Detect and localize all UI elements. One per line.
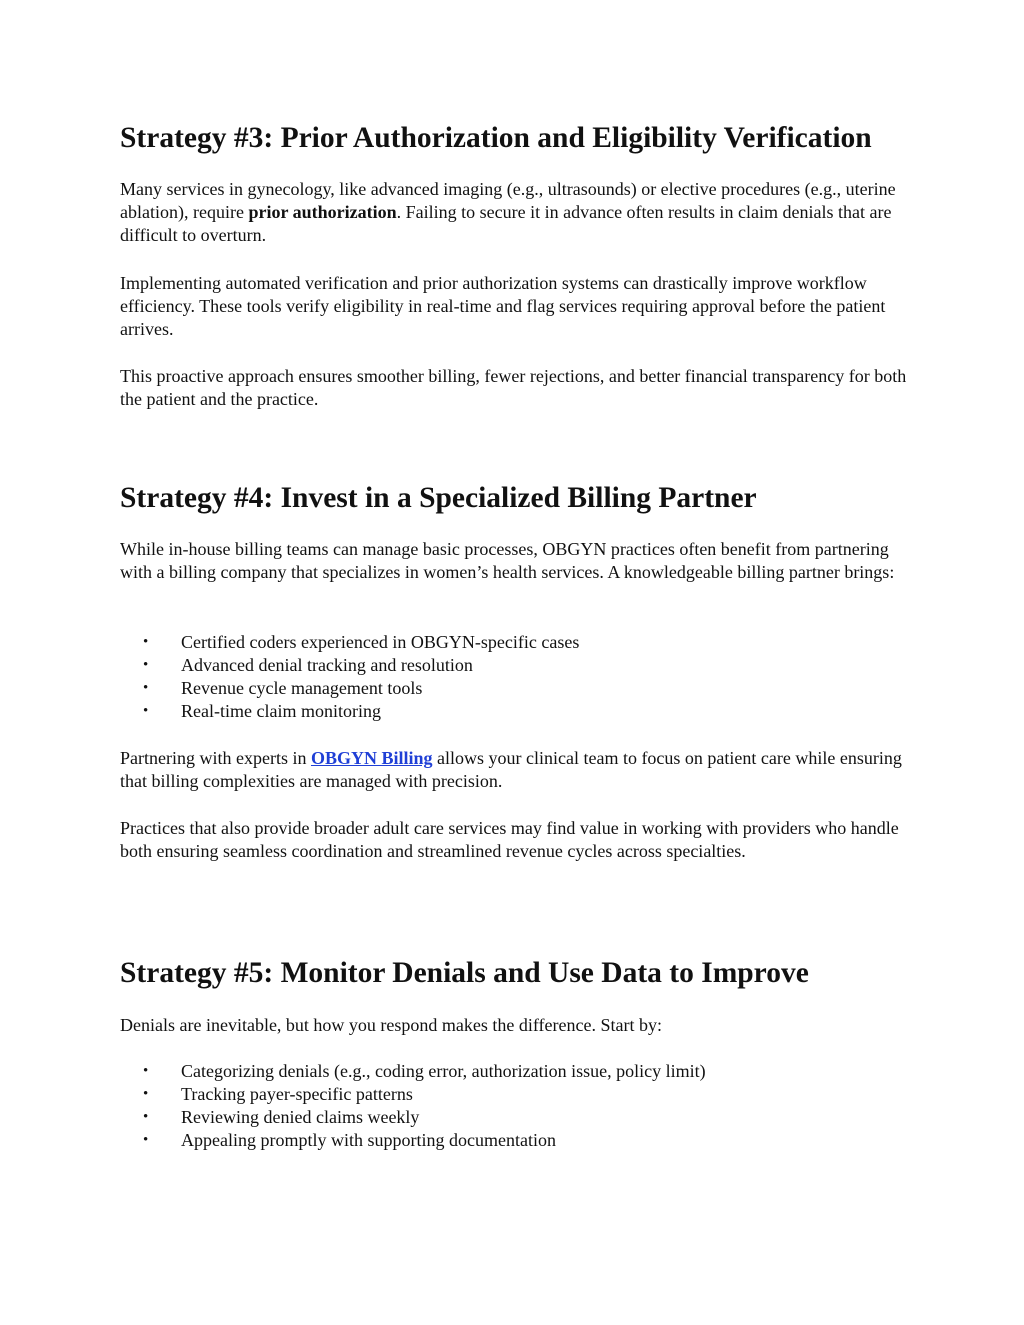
list-item xyxy=(120,700,910,723)
list-item xyxy=(120,1060,910,1083)
bullet-icon: • xyxy=(143,703,149,719)
list-item xyxy=(120,1129,910,1152)
section-4-paragraph-3: Practices that also provide broader adult care services may find value in working with providers who handle both ensuring seamless coordination and streamlined revenue cycles across specialties. xyxy=(120,818,899,861)
section-4-heading: Strategy #4: Invest in a Specialized Billing Partner xyxy=(120,482,757,514)
list-item xyxy=(120,654,910,677)
section-4-paragraph-2 xyxy=(120,747,910,793)
list-item-text: Certified coders experienced in OBGYN-specific cases xyxy=(181,632,580,652)
bullet-icon: • xyxy=(143,1086,149,1102)
section-3-paragraph-1-text-a: Many services in gynecology, like advanced imaging (e.g., ultrasounds) or elective procedures (e.g., uterine ablation), require xyxy=(120,179,896,222)
section-4-paragraph-2-text-b: allows your clinical team to focus on patient care while ensuring that billing complexities are managed with precision. xyxy=(120,748,902,791)
section-3-heading: Strategy #3: Prior Authorization and Eligibility Verification xyxy=(120,122,872,154)
section-3-paragraph-3: This proactive approach ensures smoother billing, fewer rejections, and better financial transparency for both the patient and the practice. xyxy=(120,366,907,409)
list-item-text: Categorizing denials (e.g., coding error, authorization issue, policy limit) xyxy=(181,1061,706,1081)
list-item xyxy=(120,1106,910,1129)
section-5-paragraph-1: Denials are inevitable, but how you respond makes the difference. Start by: xyxy=(120,1015,663,1035)
list-item xyxy=(120,631,910,654)
list-item xyxy=(120,677,910,700)
section-4-paragraph-2-text-a: Partnering with experts in xyxy=(120,748,311,768)
list-item-text: Reviewing denied claims weekly xyxy=(181,1107,420,1127)
list-item xyxy=(120,1083,910,1106)
section-3-paragraph-1-text-b: . Failing to secure it in advance often results in claim denials that are difficult to overturn. xyxy=(120,202,892,245)
bullet-icon: • xyxy=(143,680,149,696)
list-item-text: Revenue cycle management tools xyxy=(181,678,423,698)
list-item-text: Advanced denial tracking and resolution xyxy=(181,655,473,675)
prior-authorization-bold: prior authorization xyxy=(248,202,397,222)
obgyn-billing-link[interactable]: OBGYN Billing xyxy=(310,748,433,768)
list-item-text: Tracking payer-specific patterns xyxy=(181,1084,413,1104)
section-3-paragraph-1 xyxy=(120,178,910,247)
bullet-icon: • xyxy=(143,1132,149,1148)
section-4-bullet-list xyxy=(120,631,910,723)
list-item-text: Appealing promptly with supporting documentation xyxy=(181,1130,556,1150)
bullet-icon: • xyxy=(143,1109,149,1125)
section-4-paragraph-1: While in-house billing teams can manage basic processes, OBGYN practices often benefit from partnering with a billing company that specializes in women’s health services. A knowledgeable billing partner brings: xyxy=(120,539,895,582)
bullet-icon: • xyxy=(143,634,149,650)
bullet-icon: • xyxy=(143,1063,149,1079)
list-item-text: Real-time claim monitoring xyxy=(181,701,381,721)
bullet-icon: • xyxy=(143,657,149,673)
section-5-heading: Strategy #5: Monitor Denials and Use Data to Improve xyxy=(120,957,809,989)
section-5-bullet-list xyxy=(120,1060,910,1152)
section-3-paragraph-2: Implementing automated verification and prior authorization systems can drastically improve workflow efficiency. These tools verify eligibility in real-time and flag services requiring approval before the patient arrives. xyxy=(120,273,886,339)
